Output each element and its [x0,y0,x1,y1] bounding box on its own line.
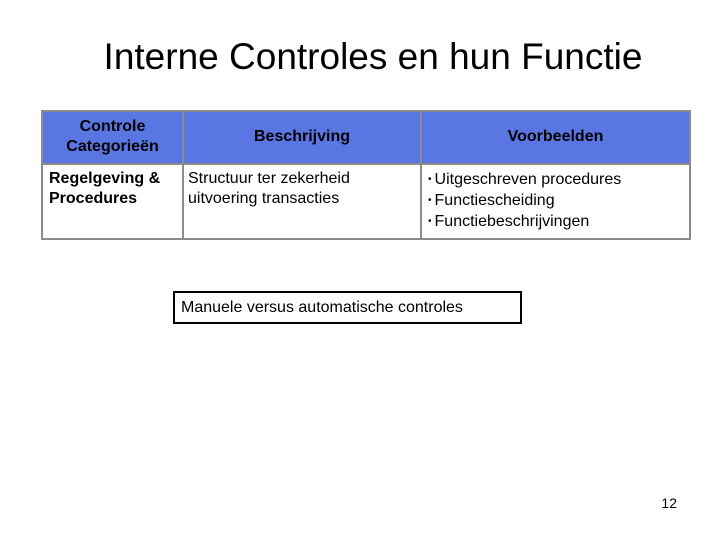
bullet-dot-icon: • [428,174,432,185]
header-cell-description [182,112,422,163]
category-text: Regelgeving & Procedures [49,170,161,207]
row-cell-category [43,165,182,238]
header-cell-category [43,112,182,163]
bullet-dot-icon: • [428,195,432,206]
list-item [428,190,621,211]
header-category-label: Controle Categorieën [66,118,159,155]
page-number: 12 [661,495,677,511]
list-item [428,169,621,190]
row-cell-description [182,165,422,238]
bullet-dot-icon: • [428,216,432,227]
description-text: Structuur ter zekerheid uitvoering transacties [188,170,350,207]
header-description-label: Beschrijving [253,128,351,145]
examples-list [428,169,621,232]
column-divider [182,112,184,238]
example-item-text: Functiescheiding [434,192,555,209]
table-row [43,165,689,238]
example-item-text: Functiebeschrijvingen [434,213,590,230]
header-cell-examples [422,112,689,163]
list-item [428,211,621,232]
header-examples-label: Voorbeelden [507,128,604,145]
row-cell-examples [422,165,689,238]
controls-table [41,110,691,240]
callout-box: Manuele versus automatische controles [173,291,522,324]
column-divider [420,112,422,238]
example-item-text: Uitgeschreven procedures [434,171,622,188]
slide-title: Interne Controles en hun Functie [103,36,643,77]
table-header-row [43,112,689,165]
